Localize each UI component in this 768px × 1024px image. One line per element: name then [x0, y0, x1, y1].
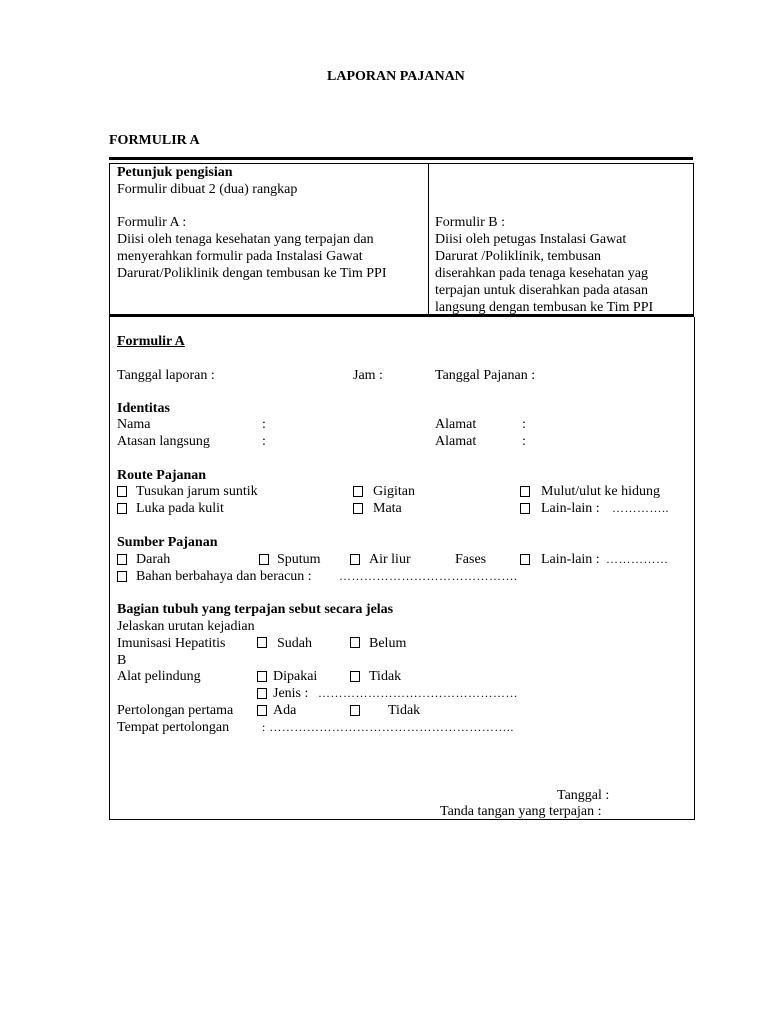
sumber-lain-checkbox[interactable]: [520, 554, 530, 565]
nama-colon: :: [262, 417, 266, 432]
identitas-heading: Identitas: [117, 401, 170, 416]
belum-checkbox[interactable]: [350, 637, 360, 648]
luka-label: Luka pada kulit: [136, 501, 224, 516]
ada-checkbox[interactable]: [257, 705, 267, 716]
tusukan-label: Tusukan jarum suntik: [136, 484, 258, 499]
fases-label: Fases: [455, 552, 487, 567]
route-lain-label: Lain-lain :: [541, 501, 600, 516]
imunisasi-label-b: B: [117, 653, 127, 668]
mulut-checkbox[interactable]: [520, 486, 530, 497]
sumber-heading: Sumber Pajanan: [117, 535, 218, 550]
jenis-field[interactable]: …………………………………………: [318, 686, 518, 700]
sumber-lain-label: Lain-lain :: [541, 552, 600, 567]
dipakai-checkbox[interactable]: [257, 671, 267, 682]
jenis-checkbox[interactable]: [257, 688, 267, 699]
route-lain-checkbox[interactable]: [520, 503, 530, 514]
alamat-label: Alamat: [435, 417, 477, 432]
tanggal-laporan-label: Tanggal laporan :: [117, 368, 215, 383]
pertolongan-label: Pertolongan pertama: [117, 703, 234, 718]
sudah-checkbox[interactable]: [257, 637, 267, 648]
tempat-label: Tempat pertolongan: [117, 720, 230, 735]
air-liur-checkbox[interactable]: [350, 554, 360, 565]
instruction-heading: Petunjuk pengisian: [117, 165, 233, 180]
route-heading: Route Pajanan: [117, 468, 207, 483]
dipakai-label: Dipakai: [273, 669, 318, 684]
formulir-b-desc: Diisi oleh petugas Instalasi Gawat: [435, 232, 627, 247]
tanda-tangan-label: Tanda tangan yang terpajan :: [440, 804, 602, 819]
jam-label: Jam :: [353, 368, 383, 383]
route-lain-field[interactable]: …………..: [612, 501, 669, 515]
darah-label: Darah: [136, 552, 171, 567]
formulir-b-desc: Darurat /Poliklinik, tembusan: [435, 249, 602, 264]
tidak-label: Tidak: [369, 669, 402, 684]
formulir-a-desc: Diisi oleh tenaga kesehatan yang terpajan dan: [117, 232, 374, 247]
jelaskan-label: Jelaskan urutan kejadian: [117, 619, 255, 634]
formulir-a-desc: menyerahkan formulir pada Instalasi Gawat: [117, 249, 363, 264]
tusukan-checkbox[interactable]: [117, 486, 127, 497]
air-liur-label: Air liur: [369, 552, 411, 567]
bahan-checkbox[interactable]: [117, 571, 127, 582]
formulir-a-label: Formulir A :: [117, 215, 187, 230]
sumber-lain-field[interactable]: ……………: [606, 552, 669, 566]
bahan-field[interactable]: …………………………………….: [339, 569, 518, 583]
mulut-label: Mulut/ulut ke hidung: [541, 484, 660, 499]
formulir-a-desc: Darurat/Poliklinik dengan tembusan ke Tim PPI: [117, 266, 387, 281]
tidak2-label: Tidak: [388, 703, 421, 718]
sputum-label: Sputum: [277, 552, 321, 567]
imunisasi-label: Imunisasi Hepatitis: [117, 636, 226, 651]
bahan-label: Bahan berbahaya dan beracun :: [136, 569, 312, 584]
ada-label: Ada: [273, 703, 297, 718]
mata-checkbox[interactable]: [353, 503, 363, 514]
formulir-b-desc: terpajan untuk diserahkan pada atasan: [435, 283, 649, 298]
formulir-b-label: Formulir B :: [435, 215, 506, 230]
tempat-field[interactable]: : …………………………………………………..: [262, 720, 514, 734]
tidak-checkbox[interactable]: [350, 671, 360, 682]
form-heading: FORMULIR A: [109, 133, 200, 148]
alamat-label: Alamat: [435, 434, 477, 449]
instruction-line: Formulir dibuat 2 (dua) rangkap: [117, 182, 298, 197]
formulir-b-desc: langsung dengan tembusan ke Tim PPI: [435, 300, 654, 315]
sputum-checkbox[interactable]: [259, 554, 269, 565]
tidak2-checkbox[interactable]: [350, 705, 360, 716]
gigitan-label: Gigitan: [373, 484, 415, 499]
belum-label: Belum: [369, 636, 407, 651]
atasan-label: Atasan langsung: [117, 434, 210, 449]
atasan-colon: :: [262, 434, 266, 449]
darah-checkbox[interactable]: [117, 554, 127, 565]
tanggal-label: Tanggal :: [557, 788, 610, 803]
heading-rule: [109, 157, 693, 160]
form-title: Formulir A: [117, 334, 185, 349]
alamat-colon: :: [522, 417, 526, 432]
page-title: LAPORAN PAJANAN: [327, 69, 465, 84]
instruction-divider: [428, 163, 429, 317]
sudah-label: Sudah: [277, 636, 312, 651]
mata-label: Mata: [373, 501, 402, 516]
formulir-b-desc: diserahkan pada tenaga kesehatan yag: [435, 266, 649, 281]
nama-label: Nama: [117, 417, 151, 432]
alamat-colon: :: [522, 434, 526, 449]
gigitan-checkbox[interactable]: [353, 486, 363, 497]
alat-label: Alat pelindung: [117, 669, 201, 684]
jenis-label: Jenis :: [273, 686, 309, 701]
luka-checkbox[interactable]: [117, 503, 127, 514]
bagian-heading: Bagian tubuh yang terpajan sebut secara jelas: [117, 602, 394, 617]
tanggal-pajanan-label: Tanggal Pajanan :: [435, 368, 536, 383]
